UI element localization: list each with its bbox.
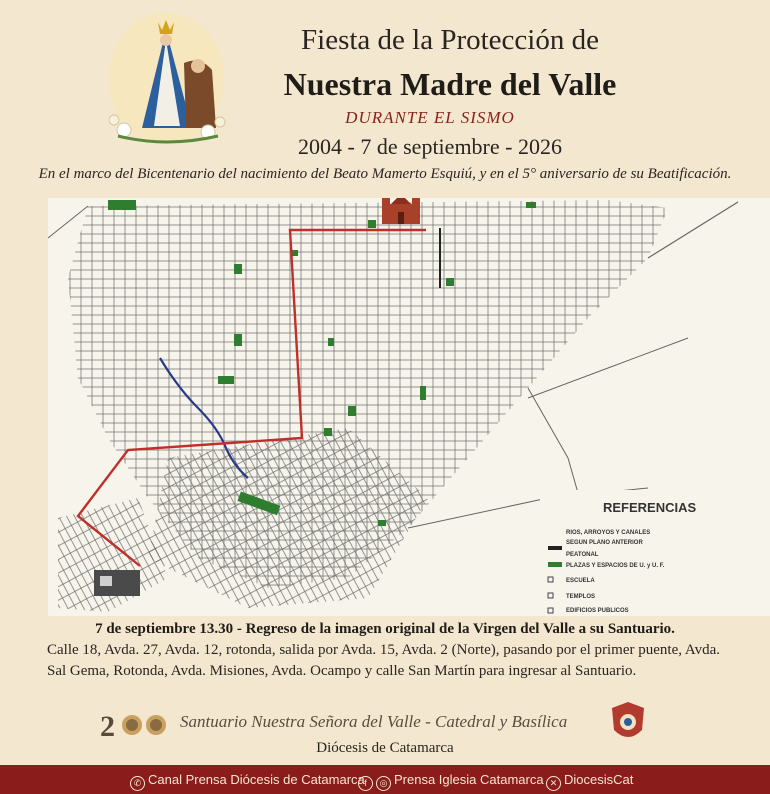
title-line-1: Fiesta de la Protección de (301, 24, 599, 56)
legend-item-rios: RIOS, ARROYOS Y CANALES (566, 530, 651, 536)
cathedral-icon (382, 198, 420, 224)
santuario-name: Santuario Nuestra Señora del Valle - Catedral y Basílica (180, 712, 568, 731)
legend-item-peatonal: PEATONAL (566, 552, 599, 558)
x-icon: ✕ (546, 776, 561, 791)
route-description: Calle 18, Avda. 27, Avda. 12, rotonda, salida por Avda. 15, Avda. 2 (Norte), pasando por el primer puente, Avda. Sal Gema, Rotonda, Avda. Misiones, Avda. Ocampo y calle San Martín para ingresar al Santuario. (47, 642, 721, 679)
footer-x[interactable] (546, 772, 633, 791)
map-svg (48, 198, 770, 616)
legend-item-templos: TEMPLOS (566, 594, 596, 600)
legend-item-plazas: PLAZAS Y ESPACIOS DE U. y U. F. (566, 563, 665, 569)
diocesis-name: Diócesis de Catamarca (316, 740, 454, 756)
dates: 2004 - 7 de septiembre - 2026 (298, 134, 562, 159)
footer-whatsapp-label: Canal Prensa Diócesis de Catamarca (148, 772, 365, 787)
title-line-2: Nuestra Madre del Valle (283, 66, 617, 102)
legend-item-escuela: ESCUELA (566, 578, 595, 584)
legend-title: REFERENCIAS (603, 500, 697, 515)
event-heading: 7 de septiembre 13.30 - Regreso de la imagen original de la Virgen del Valle a su Santuario. (95, 621, 675, 637)
subtitle: DURANTE EL SISMO (345, 108, 515, 127)
footer-x-label: DiocesisCat (564, 772, 634, 787)
footer-social-label: Prensa Iglesia Catamarca (394, 772, 544, 787)
whatsapp-icon: ✆ (130, 776, 145, 791)
facebook-icon: f (358, 776, 373, 791)
context-line: En el marco del Bicentenario del nacimiento del Beato Mamerto Esquiú, y en el 5° aniversario de su Beatificación. (38, 166, 732, 182)
legend-item-segun-plano: SEGUN PLANO ANTERIOR (566, 540, 643, 546)
city-map (48, 198, 770, 616)
coat-of-arms-icon (608, 700, 648, 746)
legend-item-edificios: EDIFICIOS PUBLICOS (566, 608, 629, 614)
svg-text:2: 2 (100, 710, 115, 742)
footer-social[interactable] (358, 772, 544, 791)
virgin-image (100, 8, 236, 158)
instagram-icon: ◎ (376, 776, 391, 791)
footer-whatsapp[interactable] (130, 772, 365, 791)
bicentenario-logo (100, 706, 172, 742)
